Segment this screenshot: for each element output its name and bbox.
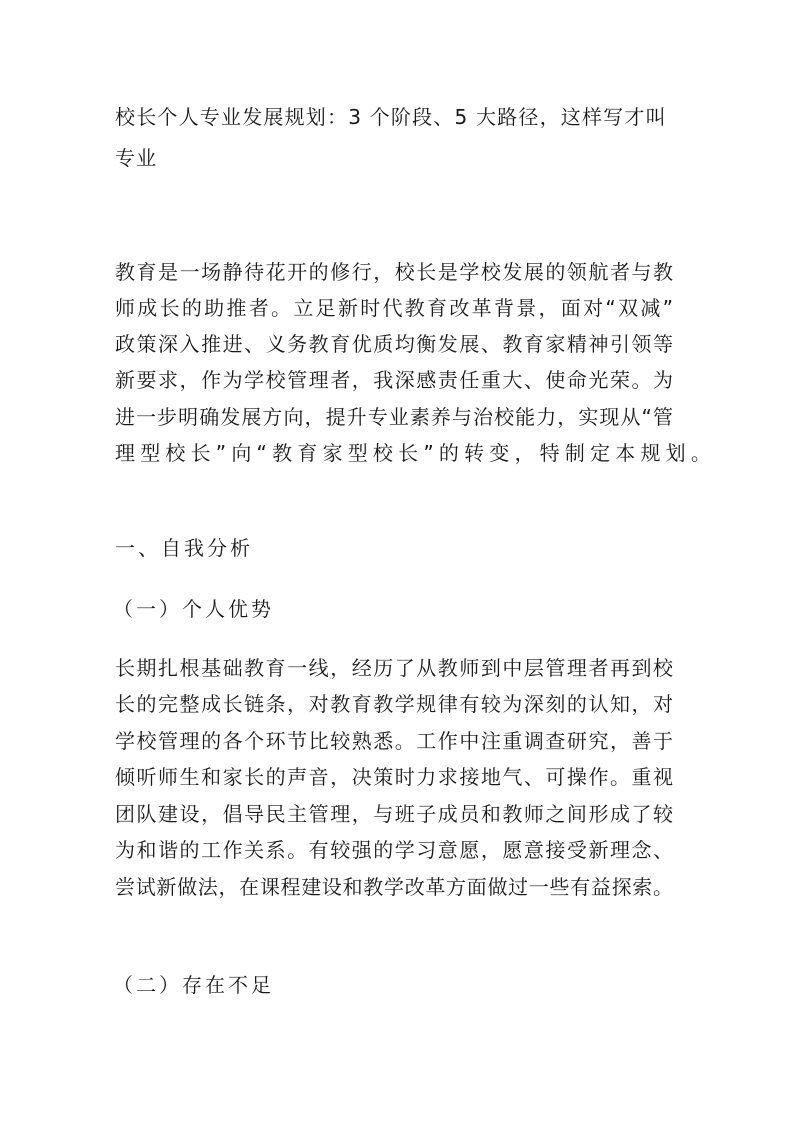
strengths-paragraph-line: 倾听师生和家长的声音，决策时力求接地气、可操作。重视 xyxy=(115,765,673,789)
document-title-line-1: 校长个人专业发展规划：3 个阶段、5 大路径，这样写才叫 xyxy=(115,105,667,129)
subsection-heading-weaknesses: （二）存在不足 xyxy=(113,973,274,997)
intro-paragraph-line: 政策深入推进、义务教育优质均衡发展、教育家精神引领等 xyxy=(115,332,673,356)
strengths-paragraph-line: 尝试新做法，在课程建设和教学改革方面做过一些有益探索。 xyxy=(115,875,673,899)
intro-paragraph-line: 教育是一场静待花开的修行，校长是学校发展的领航者与教 xyxy=(115,260,673,284)
section-heading-self-analysis: 一、自我分析 xyxy=(115,536,253,560)
intro-paragraph-line: 新要求，作为学校管理者，我深感责任重大、使命光荣。为 xyxy=(115,368,673,392)
document-title-line-2: 专业 xyxy=(115,146,158,170)
intro-paragraph-line: 理型校长”向“教育家型校长”的转变，特制定本规划。 xyxy=(115,441,717,465)
strengths-paragraph-line: 为和谐的工作关系。有较强的学习意愿，愿意接受新理念、 xyxy=(115,838,673,862)
strengths-paragraph-line: 长期扎根基础教育一线，经历了从教师到中层管理者再到校 xyxy=(115,656,673,680)
strengths-paragraph-line: 长的完整成长链条，对教育教学规律有较为深刻的认知，对 xyxy=(115,692,673,716)
strengths-paragraph-line: 学校管理的各个环节比较熟悉。工作中注重调查研究，善于 xyxy=(115,729,673,753)
intro-paragraph-line: 进一步明确发展方向，提升专业素养与治校能力，实现从“管 xyxy=(115,405,673,429)
intro-paragraph-line: 师成长的助推者。立足新时代教育改革背景，面对“双减” xyxy=(115,296,673,320)
subsection-heading-strengths: （一）个人优势 xyxy=(113,597,274,621)
strengths-paragraph-line: 团队建设，倡导民主管理，与班子成员和教师之间形成了较 xyxy=(115,802,673,826)
